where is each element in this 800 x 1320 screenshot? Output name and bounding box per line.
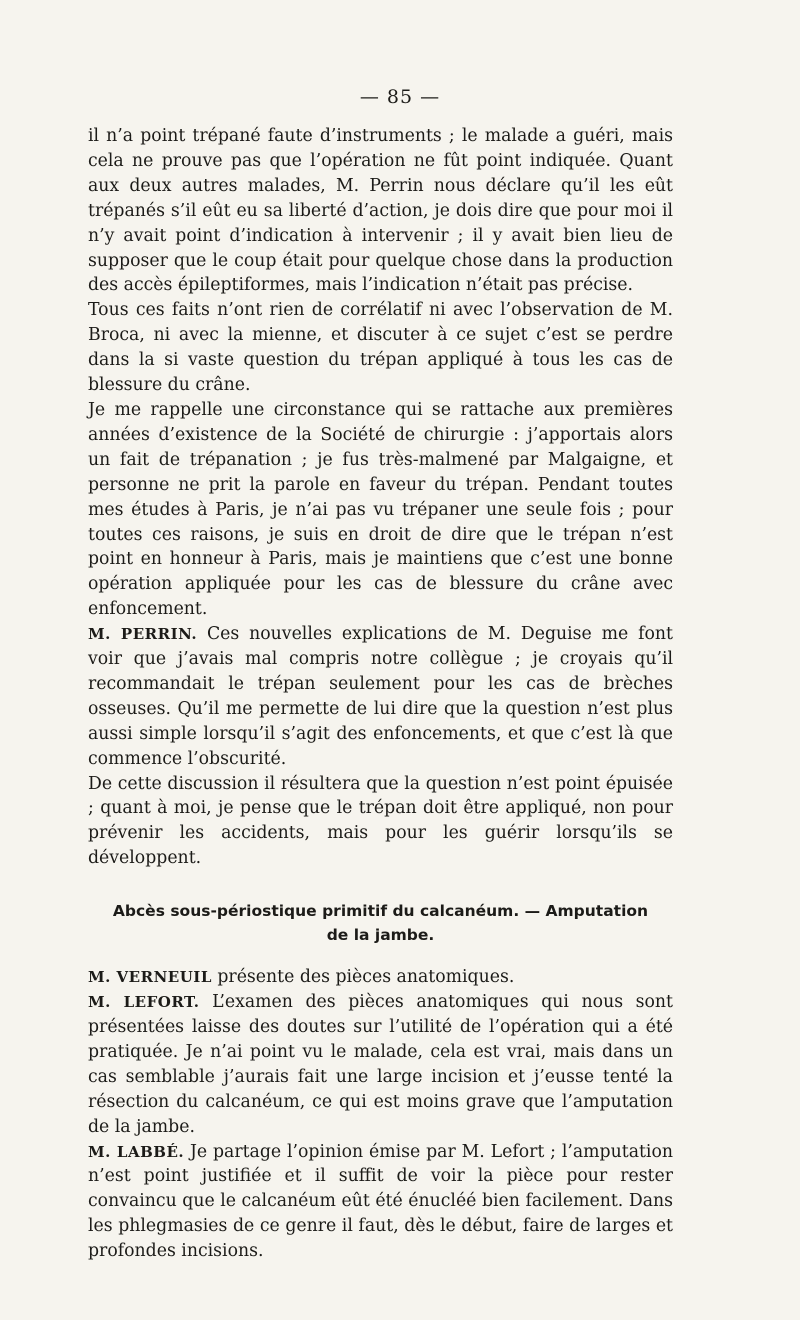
page-body [88, 124, 673, 1264]
paragraph-lefort [88, 990, 673, 1139]
lefort-text: L’examen des pièces anatomiques qui nous sont présentées laisse des doutes sur l’utilité de l’opération qui a été pratiquée. Je n’ai point vu le malade, cela est vrai, mais dans un cas semblable j’aurais fait une large incision et j’eusse tenté la résection du calcanéum, ce qui est moins grave que l’amputation de la jambe. [88, 992, 673, 1137]
paragraph-perrin [88, 622, 673, 771]
verneuil-text: présente des pièces anatomiques. [217, 967, 515, 988]
section-heading-line2: de la jambe. [326, 926, 435, 945]
paragraph-correlation: Tous ces faits n’ont rien de corrélatif ni avec l’observation de M. Broca, ni avec la mienne, et discuter à ce sujet c’est se perdre dans la si vaste question du trépan appliqué à tous les cas de blessure du crâne. [88, 300, 673, 396]
paragraph-verneuil [88, 965, 673, 990]
section-heading [88, 899, 673, 947]
paragraph-conclusion: De cette discussion il résultera que la question n’est point épuisée ; quant à moi, je pense que le trépan doit être appliqué, non pour prévenir les accidents, mais pour les guérir lorsqu’ils se développent. [88, 773, 673, 869]
perrin-text: Ces nouvelles explications de M. Deguise me font voir que j’avais mal compris notre collègue ; je croyais qu’il recommandait le trépan seulement pour les cas de brèches osseuses. Qu’il me permette de lui dire que la question n’est plus aussi simple lorsqu’il s’agit des enfoncements, et que c’est là que commence l’obscurité. [88, 624, 673, 769]
speaker-verneuil: M. VERNEUIL [88, 968, 212, 987]
speaker-perrin: M. PERRIN. [88, 625, 198, 644]
speaker-labbe: M. LABBÉ. [88, 1142, 185, 1161]
paragraph-memory: Je me rappelle une circonstance qui se rattache aux premières années d’existence de la Société de chirurgie : j’apportais alors un fait de trépanation ; je fus très-malmené par Malgaigne, et personne ne prit la parole en faveur du trépan. Pendant toutes mes études à Paris, je n’ai pas vu trépaner une seule fois ; pour toutes ces raisons, je suis en droit de dire que le trépan n’est point en honneur à Paris, mais je maintiens que c’est une bonne opération appliquée pour les cas de blessure du crâne avec enfoncement. [88, 399, 673, 620]
page-number: — 85 — [359, 86, 441, 108]
section-heading-line1: Abcès sous-périostique primitif du calcanéum. — Amputation [112, 902, 649, 921]
paragraph-trepanation: il n’a point trépané faute d’instruments ; le malade a guéri, mais cela ne prouve pas que l’opération ne fût point indiquée. Quant aux deux autres malades, M. Perrin nous déclare qu’il les eût trépanés s’il eût eu sa liberté d’action, je dois dire que pour moi il n’y avait point d’indication à intervenir ; il y avait bien lieu de supposer que le coup était pour quelque chose dans la production des accès épileptiformes, mais l’indication n’était pas précise. [88, 126, 673, 296]
paragraph-labbe [88, 1140, 673, 1265]
speaker-lefort: M. LEFORT. [88, 993, 200, 1012]
labbe-text: Je partage l’opinion émise par M. Lefort ; l’amputation n’est point justifiée et il suffit de voir la pièce pour rester convaincu que le calcanéum eût été énucléé bien facilement. Dans les phlegmasies de ce genre il faut, dès le début, faire de larges et profondes incisions. [88, 1141, 673, 1262]
